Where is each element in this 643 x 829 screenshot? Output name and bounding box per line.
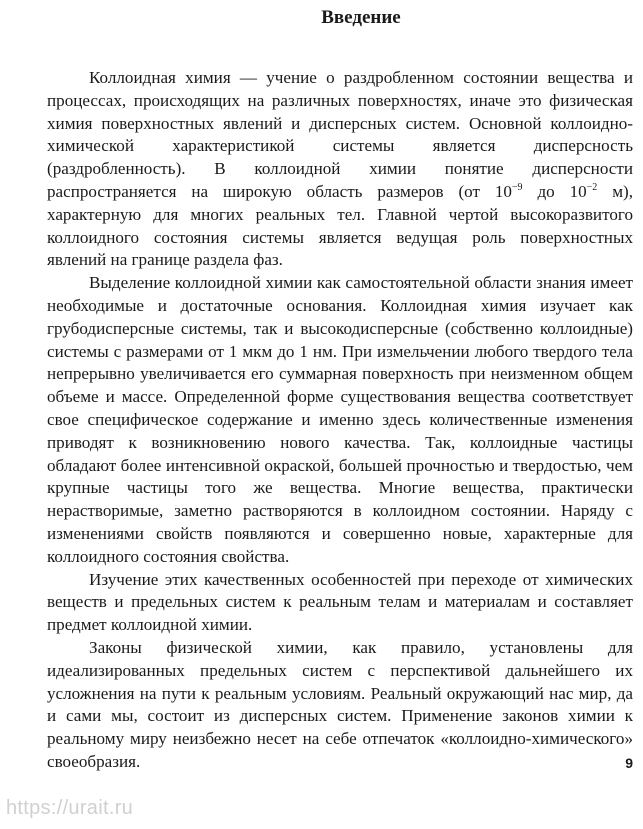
paragraph-1-text-b: до 10 — [522, 181, 587, 201]
watermark: https://urait.ru — [6, 797, 134, 819]
paragraph-1 — [47, 67, 633, 272]
exponent-1: −9 — [511, 181, 523, 193]
paragraph-4: Законы физической химии, как правило, установлены для идеализированных предельных систем с перспективой дальнейшего их усложнения на пути к реальным условиям. Реальный окружающий нас мир, да и сами мы, состоит из дисперсных систем. Применение законов химии к реальному миру неизбежно несет на себе отпечаток «коллоидно-химического» своеобразия. — [47, 637, 633, 771]
page-number: 9 — [625, 755, 633, 771]
paragraph-1-text-c: м), характерную для многих реальных тел. Главной чертой высокоразвитого коллоидного состояния системы является ведущая роль поверхностных явлений на границе раздела фаз. — [47, 181, 633, 270]
page-title: Введение — [321, 7, 401, 28]
exponent-2: −2 — [586, 181, 598, 193]
paragraph-3: Изучение этих качественных особенностей при переходе от химических веществ и предельных систем к реальным телам и материалам и составляет предмет коллоидной химии. — [47, 569, 633, 635]
paragraph-2: Выделение коллоидной химии как самостоятельной области знания имеет необходимые и достаточные основания. Коллоидная химия изучает как грубодисперсные системы, так и высокодисперсные (собственно коллоидные) системы с размерами от 1 мкм до 1 нм. При измельчении любого твердого тела непрерывно увеличивается его суммарная поверхность при неизменном общем объеме и массе. Определенной форме существования вещества соответствует свое специфическое содержание и именно здесь количественные изменения приводят к возникновению нового качества. Так, коллоидные частицы обладают более интенсивной окраской, большей прочностью и твердостью, чем крупные частицы того же вещества. Многие вещества, практически нерастворимые, заметно растворяются в коллоидном состоянии. Наряду с изменениями свойств появляются и совершенно новые, характерные для коллоидного состояния свойства. — [47, 273, 633, 566]
body-text — [47, 67, 633, 774]
paragraph-1-text-a: Коллоидная химия — учение о раздробленном состоянии вещества и процессах, происходящих на различных поверхностях, иначе это физическая химия поверхностных явлений и дисперсных систем. Основной коллоидно-химической характеристикой системы является дисперсность (раздробленность). В коллоидной химии понятие дисперсности распространяется на широкую область размеров (от 10 — [47, 68, 633, 201]
